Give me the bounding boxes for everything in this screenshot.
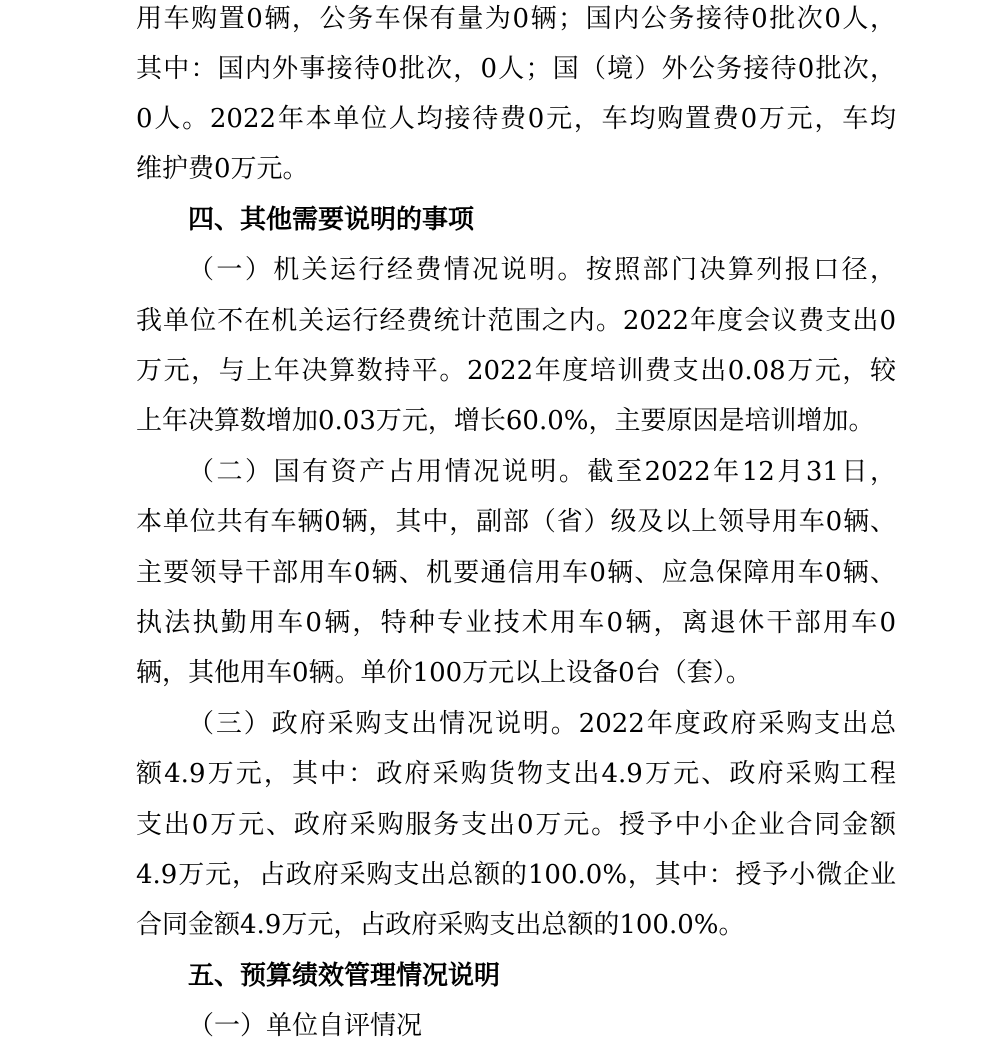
text-line: 万元，与上年决算数持平。2022年度培训费支出0.08万元，较 <box>136 356 896 386</box>
text-line: 合同金额4.9万元，占政府采购支出总额的100.0%。 <box>136 910 745 940</box>
text-line: 支出0万元、政府采购服务支出0万元。授予中小企业合同金额 <box>136 810 896 840</box>
text-line: 我单位不在机关运行经费统计范围之内。2022年度会议费支出0 <box>136 306 896 336</box>
paragraph-first-line: （三）政府采购支出情况说明。2022年度政府采购支出总 <box>188 709 896 739</box>
section-heading: 五、预算绩效管理情况说明 <box>188 961 501 991</box>
text-line: 额4.9万元，其中：政府采购货物支出4.9万元、政府采购工程 <box>136 759 896 789</box>
subsection-heading: （一）单位自评情况 <box>188 1011 423 1041</box>
text-line: 维护费0万元。 <box>136 154 309 184</box>
text-line: 辆，其他用车0辆。单价100万元以上设备0台（套）。 <box>136 658 752 688</box>
paragraph-first-line: （二）国有资产占用情况说明。截至2022年12月31日， <box>188 457 896 487</box>
text-line: 执法执勤用车0辆，特种专业技术用车0辆，离退休干部用车0 <box>136 608 896 638</box>
text-line: 用车购置0辆，公务车保有量为0辆；国内公务接待0批次0人， <box>136 4 896 34</box>
text-line: 其中：国内外事接待0批次，0人；国（境）外公务接待0批次， <box>136 54 896 84</box>
text-line: 本单位共有车辆0辆，其中，副部（省）级及以上领导用车0辆、 <box>136 507 896 537</box>
text-line: 0人。2022年本单位人均接待费0元，车均购置费0万元，车均 <box>136 104 896 134</box>
text-line: 主要领导干部用车0辆、机要通信用车0辆、应急保障用车0辆、 <box>136 558 896 588</box>
text-line: 4.9万元，占政府采购支出总额的100.0%，其中：授予小微企业 <box>136 860 896 890</box>
paragraph-first-line: （一）机关运行经费情况说明。按照部门决算列报口径， <box>188 255 896 285</box>
text-line: 上年决算数增加0.03万元，增长60.0%，主要原因是培训增加。 <box>136 406 875 436</box>
section-heading: 四、其他需要说明的事项 <box>188 205 475 235</box>
